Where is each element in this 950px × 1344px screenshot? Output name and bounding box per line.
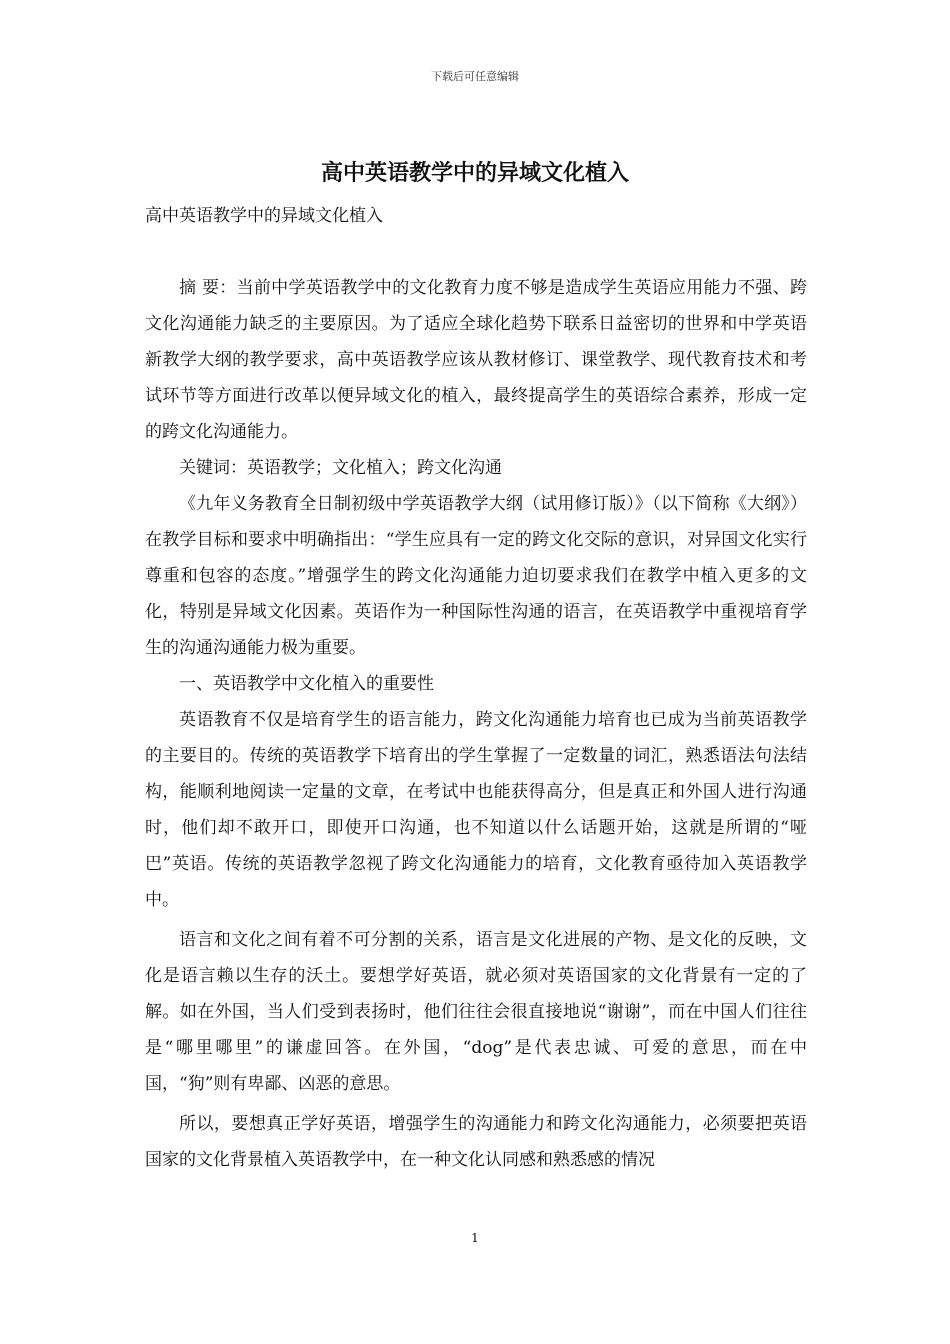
- document-title: 高中英语教学中的异域文化植入: [320, 160, 629, 186]
- abstract-paragraph: 摘 要：当前中学英语教学中的文化教育力度不够是造成学生英语应用能力不强、跨文化沟通能力缺乏的主要原因。为了适应全球化趋势下联系日益密切的世界和中学英语新教学大纲的教学要求，高中英语教学应该从教材修订、课堂教学、现代教育技术和考试环节等方面进行改革以便异域文化的植入，最终提高学生的英语综合素养，形成一定的跨文化沟通能力。: [145, 278, 807, 442]
- intro-paragraph: 《九年义务教育全日制初级中学英语教学大纲（试用修订版）》（以下简称《大纲》）在教学目标和要求中明确指出：“学生应具有一定的跨文化交际的意识，对异国文化实行尊重和包容的态度。”增强学生的跨文化沟通能力迫切要求我们在教学中植入更多的文化，特别是异域文化因素。英语作为一种国际性沟通的语言，在英语教学中重视培育学生的沟通沟通能力极为重要。: [145, 494, 807, 658]
- document-body: [145, 198, 807, 1178]
- body-paragraph: 英语教育不仅是培育学生的语言能力，跨文化沟通能力培育也已成为当前英语教学的主要目的。传统的英语教学下培育出的学生掌握了一定数量的词汇，熟悉语法句法结构，能顺利地阅读一定量的文章，在考试中也能获得高分，但是真正和外国人进行沟通时，他们却不敢开口，即使开口沟通，也不知道以什么话题开始，这就是所谓的“哑巴”英语。传统的英语教学忽视了跨文化沟通能力的培育，文化教育亟待加入英语教学中。: [145, 710, 807, 910]
- keywords-paragraph: 关键词：英语教学；文化植入；跨文化沟通: [179, 458, 502, 478]
- body-paragraph: 所以，要想真正学好英语，增强学生的沟通能力和跨文化沟通能力，必须要把英语国家的文化背景植入英语教学中，在一种文化认同感和熟悉感的情况: [145, 1114, 807, 1170]
- header-note: 下载后可任意编辑: [431, 70, 519, 83]
- section-heading: 一、英语教学中文化植入的重要性: [179, 674, 434, 694]
- page-number: 1: [471, 1231, 479, 1245]
- document-subtitle: 高中英语教学中的异域文化植入: [145, 206, 383, 226]
- body-paragraph: 语言和文化之间有着不可分割的关系，语言是文化进展的产物、是文化的反映，文化是语言赖以生存的沃土。要想学好英语，就必须对英语国家的文化背景有一定的了解。如在外国，当人们受到表扬时，他们往往会很直接地说“谢谢”，而在中国人们往往是“哪里哪里”的谦虚回答。在外国，“dog”是代表忠诚、可爱的意思，而在中国，“狗”则有卑鄙、凶恶的意思。: [145, 930, 807, 1094]
